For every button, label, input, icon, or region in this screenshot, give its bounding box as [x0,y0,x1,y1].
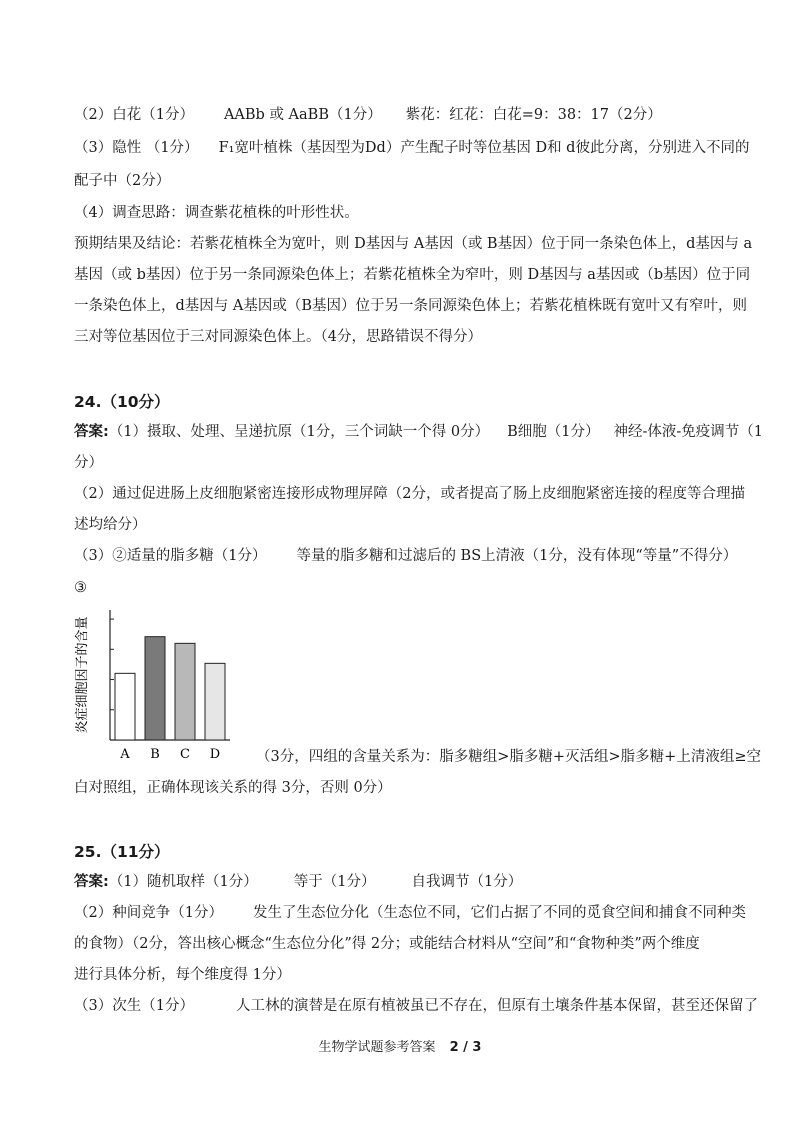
q24-note-2: 白对照组，正确体现该关系的得 3分，否则 0分） [74,780,392,796]
chart-category-B: B [150,747,160,762]
q24-answer-label: 答案: [74,424,109,440]
chart-ylabel: 炎症细胞因子的含量 [75,616,90,734]
q24-mark-3: ③ [74,580,87,596]
q24-line-2a: （2）通过促进肠上皮细胞紧密连接形成物理屏障（2分，或者提高了肠上皮细胞紧密连接的程度等合理描 [74,486,745,502]
q25-3-a: （3）次生（1分） [74,998,194,1014]
q25-2-a: （2）种间竞争（1分） [74,905,223,921]
footer-title: 生物学试题参考答案 [318,1040,436,1055]
q23-result-2: 基因（或 b基因）位于另一条同源染色体上；若紫花植株全为窄叶，则 D基因与 a基因或（b基因）位于同 [74,267,751,283]
chart-category-D: D [209,747,221,762]
q24-note-1: （3分，四组的含量关系为：脂多糖组>脂多糖+灭活组>脂多糖+上清液组≥空 [256,749,761,765]
q25-2-b: 发生了生态位分化（生态位不同，它们占据了不同的觅食空间和捕食不同种类 [252,905,746,921]
q24-1-a: （1）摄取、处理、呈递抗原（1分，三个词缺一个得 0分） [108,424,490,440]
q23-result-4: 三对等位基因位于三对同源染色体上。（4分，思路错误不得分） [74,329,482,345]
q25-1-a: （1）随机取样（1分） [108,874,258,890]
q24-title: 24.（10分） [74,393,170,411]
q23-3-a: （3）隐性 （1分） [74,140,199,156]
bar-chart [70,604,240,764]
q24-3-b: 等量的脂多糖和过滤后的 BS上清液（1分，没有体现“等量”不得分） [296,548,738,564]
q24-3-a: （3）②适量的脂多糖（1分） [74,548,267,564]
q23-2-a: （2）白花（1分） [74,107,194,123]
q25-line-2b: 的食物）（2分，答出核心概念“生态位分化”得 2分；或能结合材料从“空间”和“食物种类”两个维度 [74,936,700,952]
q23-result-1: 预期结果及结论：若紫花植株全为宽叶，则 D基因与 A基因（或 B基因）位于同一条染色体上，d基因与 a [74,236,753,252]
q24-line-3 [74,546,738,566]
q24-line-1 [74,422,764,442]
chart-bar-A [115,673,135,740]
q25-line-2 [74,903,746,923]
page-number: 2 / 3 [449,1040,482,1055]
q24-line-2b: 述均给分） [74,517,147,533]
q25-title: 25.（11分） [74,843,170,861]
q25-3-b: 人工林的演替是在原有植被虽已不存在，但原有土壤条件基本保留，甚至还保留了 [235,998,758,1014]
chart-category-A: A [120,747,130,762]
q25-1-b: 等于（1分） [293,874,376,890]
q23-2-c: 紫花：红花：白花=9：38：17（2分） [405,107,662,123]
chart-bar-D [205,663,225,740]
q24-line-1b: 分） [74,455,103,471]
q25-answer-label: 答案: [74,874,109,890]
q23-line-3b: 配子中（2分） [74,173,171,189]
q23-line-3 [74,138,750,158]
q25-line-2c: 进行具体分析，每个维度得 1分） [74,967,291,983]
q23-line-4: （4）调查思路：调查紫花植株的叶形性状。 [74,205,359,221]
q25-1-c: 自我调节（1分） [411,874,523,890]
chart-bar-C [175,643,195,740]
q25-line-3 [74,996,758,1016]
q24-1-b: B细胞（1分） [507,424,600,440]
chart-category-C: C [180,747,190,762]
q23-3-b: F₁宽叶植株（基因型为Dd）产生配子时等位基因 D和 d彼此分离，分别进入不同的 [218,140,750,156]
q23-2-b: AABb 或 AaBB（1分） [223,107,382,123]
q23-line-2 [74,105,734,125]
q25-line-1 [74,872,734,892]
q23-result-3: 一条染色体上，d基因与 A基因或（B基因）位于另一条同源染色体上；若紫花植株既有宽叶又有窄叶，则 [74,298,748,314]
q24-1-c: 神经-体液-免疫调节（1 [613,424,764,440]
page-footer [0,1036,800,1055]
chart-bar-B [145,637,165,740]
